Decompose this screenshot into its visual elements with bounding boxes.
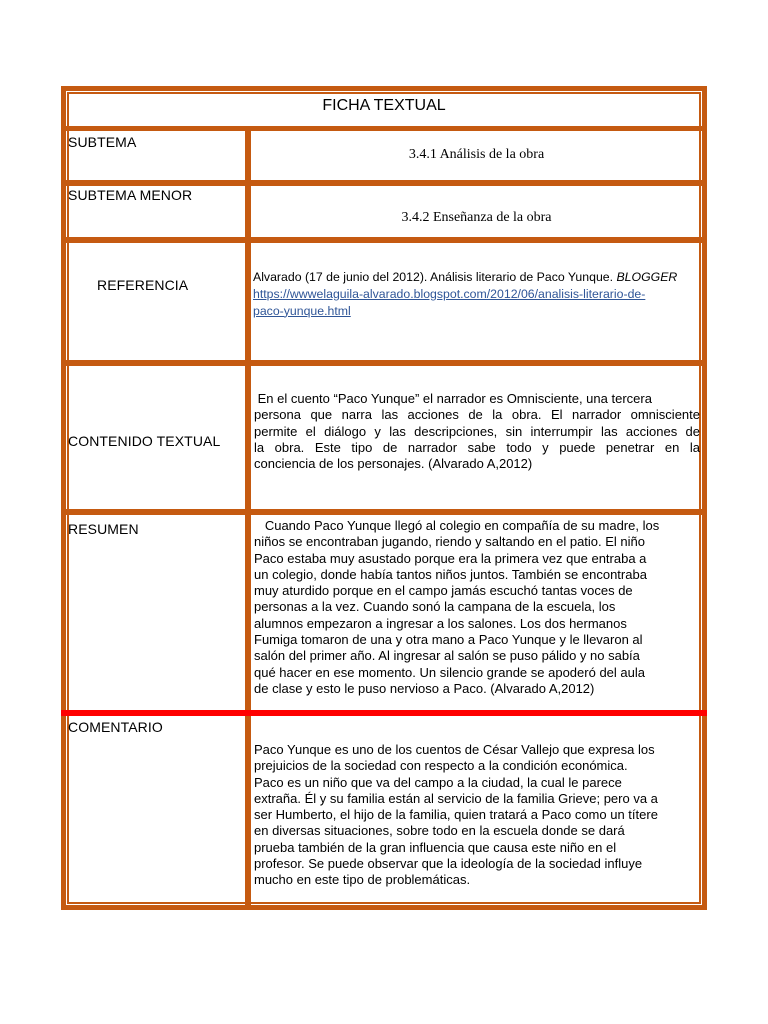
resumen-line: niños se encontraban jugando, riendo y saltando en el patio. El niño: [254, 534, 646, 550]
referencia-source: BLOGGER: [616, 270, 678, 284]
resumen-line: salón del primer año. Al ingresar al salón se puso pálido y no sabía: [254, 648, 640, 664]
comentario-line: ser Humberto, el hijo de la familia, quien tratará a Paco como un títere: [254, 807, 658, 823]
label-resumen: RESUMEN: [68, 521, 139, 537]
comentario-line: profesor. Se puede observar que la ideología de la sociedad influye: [254, 856, 643, 872]
resumen-line: Cuando Paco Yunque llegó al colegio en compañía de su madre, los: [254, 518, 660, 533]
row-separator-5: [61, 509, 707, 515]
row-separator-3: [61, 237, 707, 243]
table-border-left: [61, 86, 66, 910]
resumen-line: un colegio, donde había tantos niños juntos. También se encontraba: [254, 566, 647, 582]
comentario-line: mucho en este tipo de problemáticas.: [254, 872, 471, 888]
table-title: FICHA TEXTUAL: [322, 97, 446, 114]
comentario-line: prejuicios de la sociedad con respecto a la condición económica.: [254, 758, 628, 774]
row-separator-6-red: [61, 710, 707, 716]
column-divider: [245, 128, 251, 906]
resumen-line: Fumiga tomaron de una y otra mano a Paco Yunque y le llevaron al: [254, 632, 643, 648]
contenido-line: En el cuento “Paco Yunque” el narrador es Omnisciente, una tercera: [254, 391, 652, 406]
contenido-line: persona que narra las acciones de la obra. El narrador omnisciente: [254, 407, 700, 423]
value-referencia: [253, 269, 698, 319]
label-comentario: COMENTARIO: [68, 719, 163, 735]
comentario-line: Paco Yunque es uno de los cuentos de César Vallejo que expresa los: [254, 742, 655, 757]
table-border-top: [61, 86, 707, 91]
contenido-line: la obra. Este tipo de narrador sabe todo y puede penetrar en la: [254, 439, 700, 455]
value-contenido-textual: [254, 391, 700, 472]
resumen-line: de clase y esto le puso nervioso a Paco. (Alvarado A,2012): [254, 680, 595, 696]
table-border-bottom: [61, 905, 707, 910]
ficha-textual-table: [61, 86, 707, 910]
resumen-line: muy aturdido porque en el campo jamás escuchó tantas voces de: [254, 583, 633, 599]
resumen-line: Paco estaba muy asustado porque era la primera vez que entraba a: [254, 550, 647, 566]
row-separator-4: [61, 360, 707, 366]
comentario-line: extraña. Él y su familia están al servicio de la familia Grieve; pero va a: [254, 790, 658, 806]
table-inner-border-bottom: [68, 902, 700, 904]
resumen-line: qué hacer en ese momento. Un silencio grande se apoderó del aula: [254, 664, 645, 680]
value-resumen: [254, 518, 700, 697]
table-border-right: [702, 86, 707, 910]
contenido-line: conciencia de los personajes. (Alvarado A,2012): [254, 456, 533, 472]
contenido-line: permite el diálogo y las descripciones, sin interrumpir las acciones de: [254, 423, 700, 439]
referencia-url-line-2: paco-yunque.html: [253, 303, 351, 318]
comentario-line: en diversas situaciones, sobre todo en la escuela donde se dará: [254, 823, 625, 839]
row-separator-2: [61, 180, 707, 186]
comentario-line: Paco es un niño que va del campo a la ciudad, la cual le parece: [254, 774, 622, 790]
referencia-url-line-1: https://wwwelaguila-alvarado.blogspot.com/2012/06/analisis-literario-de-: [253, 286, 646, 301]
resumen-line: alumnos empezaron a ingresar a los salones. Los dos hermanos: [254, 615, 627, 631]
table-inner-border-left: [67, 92, 69, 904]
label-subtema-menor: SUBTEMA MENOR: [68, 187, 193, 203]
row-separator-1: [61, 126, 707, 131]
comentario-line: prueba también de la gran influencia que causa este niño en el: [254, 839, 617, 855]
value-subtema: 3.4.1 Análisis de la obra: [408, 147, 545, 162]
label-contenido-textual: CONTENIDO TEXTUAL: [68, 433, 221, 449]
referencia-citation: Alvarado (17 de junio del 2012). Análisis literario de Paco Yunque.: [253, 270, 614, 284]
value-subtema-menor: 3.4.2 Enseñanza de la obra: [401, 210, 552, 225]
label-subtema: SUBTEMA: [68, 134, 137, 150]
table-inner-border-top: [68, 92, 700, 94]
value-comentario: [254, 742, 700, 889]
resumen-line: personas a la vez. Cuando sonó la campana de la escuela, los: [254, 599, 616, 615]
referencia-url-link[interactable]: [253, 286, 698, 318]
referencia-citation-line: [253, 269, 698, 286]
label-referencia: REFERENCIA: [97, 277, 189, 293]
